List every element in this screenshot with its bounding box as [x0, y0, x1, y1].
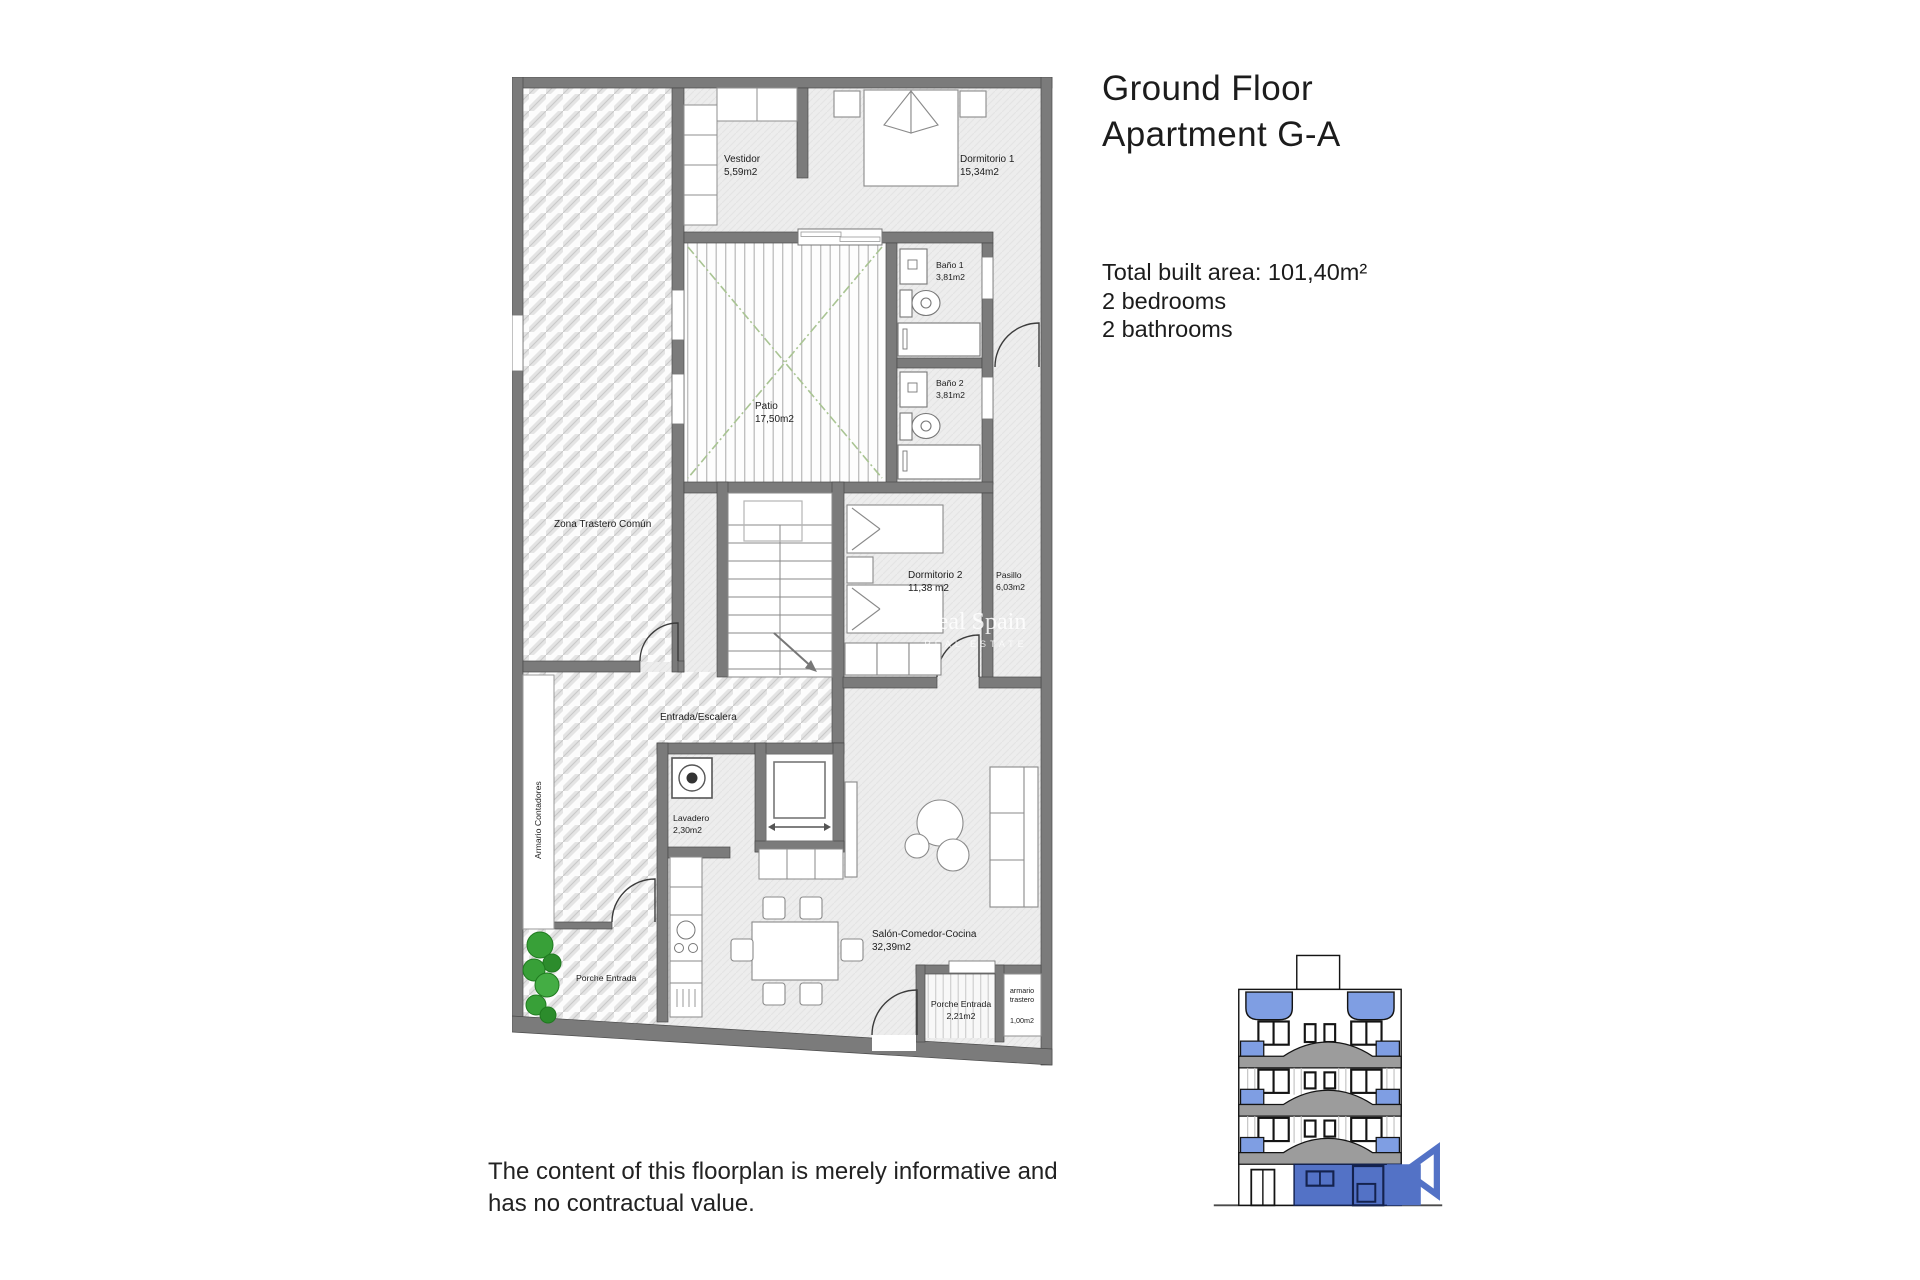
wall-stairs-left [717, 482, 728, 677]
wall-h3-right [979, 677, 1041, 688]
wall-vestidor-stub [797, 88, 808, 178]
closet-cell [877, 643, 909, 675]
dormitorio2-label: Dormitorio 2 [908, 570, 963, 581]
patio-label: Patio [755, 401, 778, 412]
bedrooms-count: 2 bedrooms [1102, 287, 1227, 314]
window-pane [840, 237, 880, 242]
bathrooms-count: 2 bathrooms [1102, 316, 1233, 342]
window-patio-1 [672, 290, 684, 340]
window-pane [801, 232, 841, 237]
armario-trastero-label1: armario [1009, 986, 1035, 995]
salon-area: 32,39m2 [872, 942, 911, 953]
door-bano2 [982, 377, 993, 419]
window-left-wall [512, 315, 523, 371]
window-patio-2 [672, 374, 684, 424]
toilet-tank [900, 290, 912, 317]
pasillo-label: Pasillo [996, 570, 1022, 580]
patio-area: 17,50m2 [755, 414, 794, 425]
wall-bano-divider [897, 358, 982, 368]
nightstand [847, 557, 873, 583]
chair [763, 983, 785, 1005]
dining-table [752, 922, 838, 980]
lavadero-fixtures [672, 758, 712, 798]
window-icon [1324, 1024, 1335, 1042]
plan-title-line2: Apartment G-A [1102, 115, 1341, 154]
wall-lavadero-top [657, 743, 755, 754]
floorplan-drawing [512, 77, 1054, 1074]
watermark [922, 609, 1028, 649]
porche-label: Porche Entrada [930, 999, 992, 1009]
porche-area: 2,21m2 [946, 1011, 976, 1021]
bano2-area: 3,81m2 [936, 390, 965, 400]
building-elevation [1212, 936, 1444, 1228]
nightstand [834, 91, 860, 117]
window-icon [1305, 1024, 1316, 1042]
chair [800, 897, 822, 919]
wall-porche-divider [995, 965, 1004, 1042]
wall-lavadero-bottom [668, 847, 730, 858]
plan-title [1102, 66, 1341, 158]
dormitorio1-label: Dormitorio 1 [960, 154, 1015, 165]
window-icon [1324, 1072, 1335, 1088]
wall-trastero-bottom-left [523, 661, 640, 672]
tv-sideboard [845, 782, 857, 877]
coffee-table [937, 839, 969, 871]
disclaimer-line1: The content of this floorplan is merely informative and [488, 1158, 1058, 1185]
zona-trastero-label: Zona Trastero Común [554, 519, 652, 530]
wall-trastero-bottom-right [678, 661, 684, 672]
shower-icon [898, 323, 980, 356]
lavadero-label: Lavadero [673, 813, 710, 823]
elevator [766, 754, 833, 841]
bano2-label: Baño 2 [936, 378, 964, 388]
chair [841, 939, 863, 961]
chair [763, 897, 785, 919]
vestidor-label: Vestidor [724, 154, 761, 165]
kitchen-island [759, 849, 843, 879]
wall-elevator-left [755, 743, 766, 852]
wall-kitchen-left [657, 743, 668, 1022]
armario-trastero-label2: trastero [1009, 995, 1035, 1004]
window-icon [1324, 1121, 1335, 1137]
building-elevation-svg [1212, 936, 1444, 1223]
wall-dorm2-right [982, 493, 993, 684]
dormitorio1-area: 15,34m2 [960, 167, 999, 178]
middle-floors [1239, 1041, 1401, 1164]
window-porche [949, 961, 995, 973]
closet-cell [845, 643, 877, 675]
roof-bulkhead [1297, 955, 1340, 989]
nightstand [960, 91, 986, 117]
toilet-tank [900, 413, 912, 440]
chair [800, 983, 822, 1005]
zona-trastero-floor [523, 88, 672, 662]
vestidor-area: 5,59m2 [724, 167, 758, 178]
disclaimer-line2: has no contractual value. [488, 1189, 755, 1217]
plan-title-line1: Ground Floor [1102, 69, 1314, 108]
wall-outer-top [512, 77, 1052, 88]
stairs [728, 493, 832, 677]
kitchen-counter [670, 857, 702, 1017]
wall-outer-right [1041, 77, 1052, 1065]
watermark-line2: REAL ESTATE [924, 639, 1028, 649]
total-built-area: Total built area: 101,40m² [1102, 259, 1368, 285]
sofa [990, 767, 1038, 907]
chair [731, 939, 753, 961]
armario-contadores-label: Armario Contadores [533, 781, 543, 859]
disclaimer-text [488, 1156, 1058, 1219]
plan-summary [1102, 258, 1367, 344]
window-icon [1305, 1072, 1316, 1088]
armario-trastero-area: 1,00m2 [1010, 1016, 1034, 1025]
single-bed [847, 505, 943, 553]
door-opening-salon [872, 1035, 916, 1051]
bano1-label: Baño 1 [936, 260, 964, 270]
dormitorio2-area: 11,38 m2 [908, 583, 949, 594]
floorplan-svg [512, 77, 1054, 1069]
salon-label: Salón-Comedor-Cocina [872, 929, 977, 940]
wall-h3-left [843, 677, 937, 688]
porche-izquierdo-label: Porche Entrada [576, 973, 637, 983]
armario-trastero-box [1004, 974, 1041, 1036]
wall-stairs-right [832, 482, 844, 743]
wall-outer-left [512, 77, 523, 1027]
door-bano1 [982, 257, 993, 299]
wall-bano-left [886, 243, 897, 484]
shower-icon [898, 445, 980, 479]
window-icon [1305, 1121, 1316, 1137]
wall-elevator-top [755, 743, 844, 754]
wall-elevator-right [833, 743, 844, 852]
entrada-label: Entrada/Escalera [660, 712, 737, 723]
lavadero-area: 2,30m2 [673, 825, 702, 835]
pasillo-area: 6,03m2 [996, 582, 1025, 592]
coffee-table [905, 834, 929, 858]
bano1-area: 3,81m2 [936, 272, 965, 282]
watermark-line1: Real Spain [921, 609, 1027, 635]
